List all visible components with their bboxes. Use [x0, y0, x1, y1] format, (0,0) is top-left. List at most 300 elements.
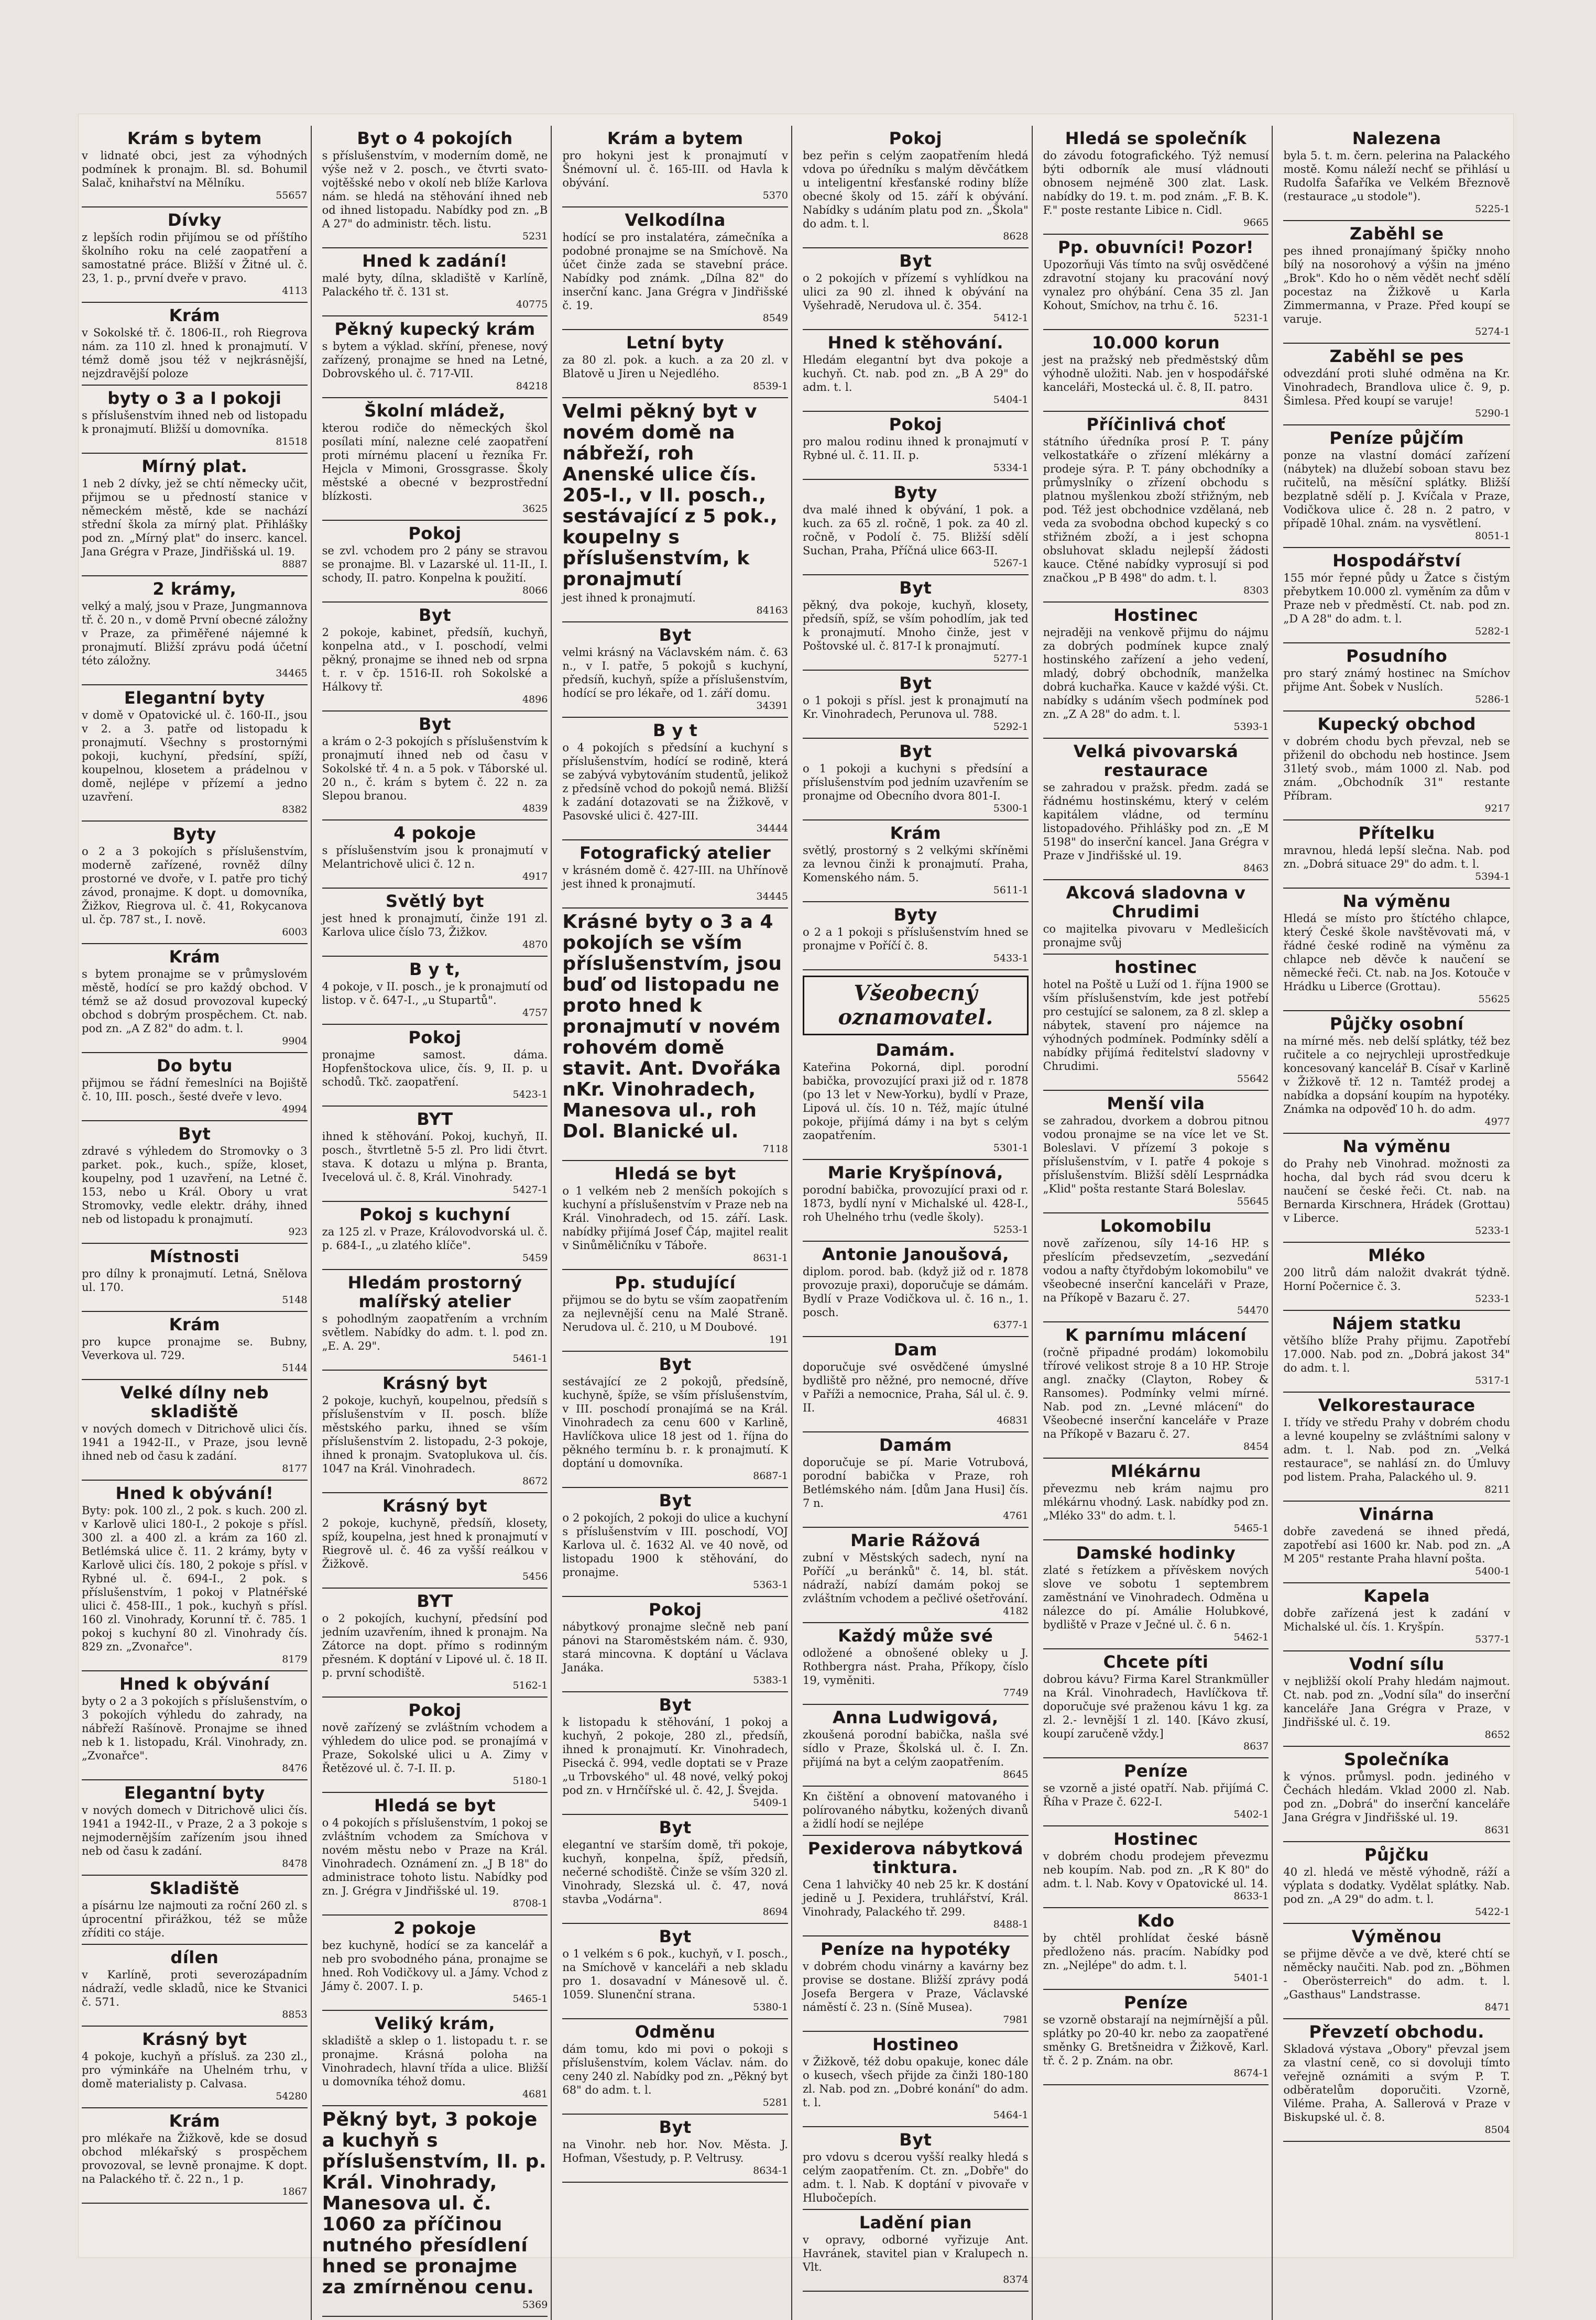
- ad-number: 5274-1: [1475, 326, 1510, 337]
- ad-body: pronajme samost. dáma. Hopfenštockova ulice, čís. 9, II. p. u schodů. Tkč. zaopatření.: [322, 1048, 548, 1088]
- ad-heading: Pěkný byt, 3 pokoje a kuchyň s příslušenstvím, II. p. Král. Vinohrady, Manesova ul. č. 1060 za příčinou nutného přesídlení hned se pronajme za zmírněnou cenu.: [322, 2109, 546, 2298]
- ad-heading: Nalezena: [1352, 128, 1441, 148]
- classified-ad: [1283, 129, 1510, 216]
- ad-number: 9665: [1243, 217, 1269, 228]
- classified-ad: [322, 824, 548, 883]
- ad-body: hodící se pro instalatéra, zámečníka a podobné pronajme se na Smíchově. Na účet činže zada se stavební práce. Nabídky pod známk. „Dílna 82" do inserční kanc. Jana Grégra v Jindřišské č. 19.: [562, 231, 788, 312]
- ad-divider: [803, 969, 1029, 970]
- classified-ad: [1283, 1014, 1510, 1129]
- ad-divider: [1283, 1501, 1510, 1502]
- classified-ad: [322, 1205, 548, 1265]
- ad-heading: Damám.: [876, 1040, 956, 1060]
- classified-ad: [82, 389, 308, 448]
- ad-number: 5394-1: [1475, 871, 1510, 882]
- classified-ad: [803, 905, 1029, 965]
- ad-body: pro dílny k pronajmutí. Letná, Snělova ul. 170.: [82, 1267, 308, 1294]
- ad-divider: [1043, 1321, 1269, 1322]
- classified-ad: [1283, 1137, 1510, 1238]
- classified-ad: [1043, 1911, 1269, 1985]
- ad-body: v Karlíně, proti severozápadním nádraží, vedle skladů, nice ke Stvanici č. 571.: [82, 1968, 308, 2008]
- ad-number: 5317-1: [1475, 1375, 1510, 1386]
- ad-heading: Pokoj: [649, 1600, 702, 1619]
- ad-heading: Hospodářství: [1332, 551, 1461, 571]
- ad-heading: BYT: [417, 1591, 453, 1611]
- ad-divider: [82, 206, 308, 207]
- ad-body: se vzorně obstarají na nejmírnější a půl. splátky po 20-40 kr. nebo za zaopatřené směnky G. Bretšneidra v Žižkově, Karl. tř. č. 2 p. Znám. na obr.: [1043, 2013, 1269, 2067]
- ad-body: pro malou rodinu ihned k pronajmutí v Rybné ul. č. 11. II. p.: [802, 435, 1029, 462]
- ad-body: jest na pražský neb předměstský dům výhodně uložiti. Nab. jen v hospodářské kanceláři, Mostecká ul. č. 8, II. patro.: [1043, 354, 1269, 393]
- ad-divider: [1043, 1825, 1269, 1826]
- ad-heading: Příčinlivá choť: [1086, 414, 1226, 434]
- ad-divider: [562, 1487, 788, 1488]
- ad-divider: [322, 1106, 548, 1107]
- ad-number: 5286-1: [1475, 694, 1510, 705]
- ad-body: dobře zavedená se ihned předá, zapotřebí asi 1600 kr. Nab. pod zn. „A M 205" restante Praha hlavní pošta.: [1283, 1525, 1510, 1565]
- ad-body: nejraději na venkově přijmu do nájmu za dobrých podmínek kupce znalý hostinského zařízení a jeho vedení, mladý, dobrý obchodník, manželka dobrá kuchařka. Kauce v každé výši. Ct. nabídky s udáním všech podmínek pod zn. „Z A 28" do adm. t. l.: [1043, 626, 1269, 720]
- classified-ad: [1283, 715, 1510, 815]
- ad-heading: Akcová sladovna v Chrudimi: [1066, 883, 1246, 922]
- classified-ad: [1283, 551, 1510, 638]
- ad-number: 55642: [1237, 1073, 1269, 1085]
- classified-ad: [562, 1273, 788, 1347]
- ad-number: 8674-1: [1233, 2067, 1269, 2079]
- ad-number: 4182: [1003, 1605, 1029, 1617]
- ad-divider: [1283, 343, 1510, 344]
- ad-divider: [1283, 424, 1510, 425]
- ad-body: převezmu neb krám najmu pro mlékárnu vhodný. Lask. nabídky pod zn. „Mléko 33" do adm. t. l.: [1043, 1482, 1269, 1522]
- ad-body: 2 pokoje, kabinet, předsíň, kuchyň, konpelna atd., v I. poschodí, velmi pěkný, pronajme se ihned neb od srpna t. r. v čp. 1516-II. roh Sokolské a Hálkovy tř.: [322, 626, 548, 693]
- ad-number: 5422-1: [1475, 1906, 1510, 1918]
- ad-body: v dobrém chodu prodejem převezmu neb koupím. Nab. pod zn. „R K 80" do adm. t. l. Nab. Kovy v Opatovické ul. 14.: [1043, 1850, 1269, 1890]
- ad-number: 8211: [1484, 1484, 1510, 1495]
- ad-divider: [562, 329, 788, 330]
- ad-body: do Prahy neb Vinohrad. možnosti za hocha, dal bych rád svou dceru k naučení se české řeči. Ct. nab. na Bernarda Kirschnera, Hrádek (Grottau) v Liberce.: [1283, 1157, 1510, 1224]
- ad-divider: [562, 621, 788, 622]
- classified-ad: [803, 129, 1029, 243]
- ad-divider: [562, 206, 788, 207]
- ad-number: 5409-1: [753, 1797, 788, 1809]
- ad-number: 8471: [1484, 2001, 1510, 2013]
- ad-heading: Dívky: [167, 210, 222, 230]
- ad-body: zdravé s výhledem do Stromovky o 3 parket. pok., kuch., spíže, kloset, koupelny, pod 1 uzavření, na Letné č. 153, nebo u Král. Obory u vrat Stromovky, vedle elektr. dráhy, ihned neb od listopadu k pronajmutí.: [82, 1145, 308, 1225]
- ad-heading: Krám s bytem: [127, 128, 262, 148]
- ad-body: mravnou, hledá lepší slečna. Nab. pod zn. „Dobrá situace 29" do adm. t. l.: [1283, 844, 1510, 870]
- ad-heading: Hned k zadání!: [362, 251, 508, 271]
- classified-ad: [82, 306, 308, 380]
- classified-ad: [1283, 2022, 1510, 2137]
- ad-number: 8454: [1243, 1441, 1269, 1452]
- classified-ad: [1283, 1246, 1510, 1306]
- ad-heading: Pexiderova nábytková tinktura.: [807, 1839, 1023, 1877]
- ad-divider: [1283, 1392, 1510, 1393]
- ad-number: 5380-1: [753, 2001, 788, 2013]
- classified-ad: [1043, 415, 1269, 597]
- classified-ad: [82, 457, 308, 571]
- classified-ad: [322, 401, 548, 516]
- ad-divider: [322, 397, 548, 398]
- ad-heading: Hned k obývání: [119, 1674, 270, 1694]
- classified-ad: [322, 1701, 548, 1788]
- ad-body: 40 zl. hledá ve městě výhodně, ráží a výplata s dodatky. Vydělat splátky. Nab. pod zn. „A 29" do adm. t. l.: [1283, 1866, 1510, 1906]
- ad-divider: [322, 1492, 548, 1493]
- ad-body: v dobrém chodu bych převzal, neb se přiženil do obchodu neb hostince. Jsem 31letý svob., mám 1000 zl. Nab. pod znám. „Obchodník 31" restante Příbram.: [1283, 735, 1510, 802]
- ad-number: 5162-1: [512, 1680, 548, 1691]
- ad-divider: [322, 601, 548, 603]
- ad-number: 4994: [282, 1103, 308, 1115]
- ad-number: 3625: [522, 503, 548, 515]
- ad-heading: Světlý byt: [386, 891, 484, 911]
- ad-number: 5301-1: [993, 1142, 1029, 1154]
- classified-ad: [1043, 1830, 1269, 1903]
- ad-heading: Antonie Janoušová,: [822, 1244, 1009, 1264]
- classified-ad: [1043, 742, 1269, 875]
- ad-number: 5462-1: [1233, 1632, 1269, 1643]
- ad-heading: Byt: [659, 1695, 692, 1715]
- ad-divider: [562, 397, 788, 398]
- ad-divider: [1043, 1539, 1269, 1540]
- ad-divider: [1043, 411, 1269, 412]
- classified-ad: [1283, 1655, 1510, 1742]
- ad-number: 8645: [1003, 1769, 1029, 1780]
- ad-number: 8853: [282, 2009, 308, 2020]
- ad-number: 923: [288, 1226, 308, 1238]
- ad-heading: Skladiště: [149, 1878, 239, 1898]
- ad-heading: Krám: [169, 2111, 221, 2131]
- ad-number: 8504: [1484, 2124, 1510, 2136]
- ad-heading: Odměnu: [635, 2022, 716, 2042]
- ad-divider: [1283, 1242, 1510, 1243]
- classified-ad: [322, 251, 548, 311]
- ad-number: 54280: [276, 2091, 308, 2102]
- ad-heading: Byt: [418, 605, 452, 625]
- ad-number: 5370: [762, 190, 788, 201]
- classified-ad: [562, 1491, 788, 1592]
- classified-ad: [322, 2014, 548, 2101]
- ad-number: 4870: [522, 939, 548, 950]
- classified-ad: [82, 2030, 308, 2103]
- classified-ad: [322, 1273, 548, 1365]
- ad-divider: [803, 1336, 1029, 1337]
- ad-divider: [1043, 738, 1269, 739]
- ad-body: dva malé ihned k obývání, 1 pok. a kuch. za 65 zl. ročně, 1 pok. za 40 zl. ročně, v Podolí č. 75. Bližší sdělí Suchan, Praha, Příčná ulice 663-II.: [802, 504, 1029, 557]
- ad-heading: Velké dílny neb skladiště: [120, 1383, 269, 1421]
- ad-number: 5233-1: [1475, 1225, 1510, 1236]
- ad-divider: [82, 1311, 308, 1312]
- classified-ad: [803, 1245, 1029, 1332]
- column-3: [559, 126, 792, 2320]
- ad-heading: Zaběhl se pes: [1329, 346, 1464, 366]
- ad-number: 8687-1: [753, 1470, 788, 1482]
- ad-number: 8488-1: [993, 1919, 1029, 1930]
- ad-number: 5144: [282, 1362, 308, 1374]
- classified-ad: [562, 844, 788, 903]
- ad-body: 4 pokoje, kuchyň a přísluš. za 230 zl., pro výminkáře na Uhelném trhu, v domě materialisty p. Calvasa.: [82, 2050, 308, 2090]
- ad-body: 2 pokoje, kuchyň, koupelnou, předsíň s příslušenstvím v II. posch. blíže městského parku, ihned se vším příslušenstvím 2. listopadu, 2-3 pokoje, ihned k pronajm. Svatoplukova ul. čís. 1047 na Král. Vinohradech.: [322, 1394, 548, 1475]
- ad-heading: Nájem statku: [1332, 1314, 1462, 1333]
- classified-ad: [1043, 1217, 1269, 1317]
- ad-body: pro mlékaře na Žižkově, kde se dosud obchod mlékařský s prospěchem provozoval, se levně pronajme. K dopt. na Palackého tř. č. 22 n., 1 p.: [82, 2132, 308, 2185]
- classified-ad: [562, 1695, 788, 1810]
- ad-heading: 10.000 korun: [1091, 333, 1220, 353]
- ad-heading: Hledá se byt: [614, 1164, 736, 1184]
- ad-heading: Krásný byt: [382, 1496, 488, 1516]
- classified-ad: [82, 1056, 308, 1116]
- ad-divider: [803, 411, 1029, 412]
- ad-divider: [1283, 888, 1510, 889]
- ad-body: zkoušená porodní babička, našla své sídlo v Praze, Školská ul. č. I. Zn. přijímá na byt a celým zaopatřením.: [802, 1728, 1029, 1768]
- classified-ad: [1043, 1761, 1269, 1821]
- ad-divider: [1043, 329, 1269, 330]
- ad-heading: Byt: [659, 1491, 692, 1511]
- ad-divider: [803, 670, 1029, 671]
- ad-heading: Krám: [890, 823, 942, 843]
- ad-body: porodní babička, provozující praxi od r. 1873, bydlí nyní v Michalské ul. 428-I., roh Uhelného trhu (vedle školy).: [802, 1184, 1029, 1223]
- ad-number: 5225-1: [1475, 203, 1510, 215]
- classified-ad: [82, 947, 308, 1048]
- ad-body: přijmou se do bytu se vším zaopatřením za nejlevnější cenu na Malé Straně. Nerudova ul. č. 210, u M Doubové.: [562, 1294, 788, 1333]
- ad-number: 5401-1: [1233, 1972, 1269, 1984]
- ad-divider: [1043, 601, 1269, 603]
- ad-heading: K parnímu mlácení: [1065, 1325, 1247, 1345]
- ad-divider: [82, 2107, 308, 2108]
- ad-divider: [803, 2291, 1029, 2292]
- ad-heading: Na výměnu: [1342, 891, 1451, 911]
- classified-ad: [322, 1592, 548, 1692]
- classified-ad: [803, 2130, 1029, 2205]
- ad-body: bez kuchyně, hodící se za kancelář a neb pro svobodného pána, pronajme se hned. Roh Vodičkovy ul. a Jámy. Vchod z Jámy č. 2007. I. p.: [322, 1939, 548, 1993]
- ad-heading: Mléko: [1368, 1245, 1426, 1265]
- ad-heading: Velkodílna: [625, 210, 726, 230]
- ad-number: 8631-1: [753, 1252, 788, 1264]
- ad-heading: Elegantní byty: [124, 1783, 265, 1803]
- ad-number: 5267-1: [993, 557, 1029, 569]
- classified-ad: [1043, 129, 1269, 229]
- classified-ad: [322, 715, 548, 815]
- ad-number: 4681: [522, 2088, 548, 2100]
- classified-ad: [562, 2022, 788, 2109]
- ad-body: elegantní ve starším domě, tři pokoje, kuchyň, konpelna, špíž, předsíň, nečerné schodiště. Činže se vším 320 zl. Vinohrady, Slezská ul. č. 47, nová stavba „Vodárna".: [562, 1839, 788, 1906]
- ad-divider: [322, 247, 548, 248]
- ad-body: o 2 pokojích, 2 pokoji do ulice a kuchyní s příslušenstvím v III. poschodí, VOJ Karlova ul. č. 1632 Al. ve 40 nově, od listopadu 1900 k stěhování, do pronajme.: [562, 1512, 788, 1579]
- ad-number: 5461-1: [512, 1353, 548, 1364]
- ad-divider: [322, 1792, 548, 1793]
- ad-body: v dobrém chodu vinárny a kavárny bez provise se dostane. Bližší zprávy podá Josefa Bergera v Praze, Václavské náměstí č. 23 n. (Síně Musea).: [802, 1960, 1029, 2013]
- ad-number: 5292-1: [993, 721, 1029, 732]
- classified-ad: [1283, 1750, 1510, 1837]
- ad-divider: [803, 2126, 1029, 2127]
- ad-divider: [803, 1786, 1029, 1787]
- ad-divider: [82, 575, 308, 576]
- classified-ad: [1283, 824, 1510, 883]
- classified-ad: [803, 2035, 1029, 2122]
- ad-body: malé byty, dílna, skladiště v Karlíně, Palackého tř. č. 131 st.: [322, 272, 548, 298]
- ad-heading: Krásný byt: [382, 1373, 488, 1393]
- ad-body: o 4 pokojích s předsíní a kuchyní s příslušenstvím, hodící se rodině, která se zabývá vybytováním studentů, jelikož z předsíně vchod do pokojů nemá. Bližší k zadání dotazovati se na Žižkově, v Pasovské ulici č. 427-III.: [562, 741, 788, 822]
- ad-number: 4917: [522, 871, 548, 882]
- ad-number: 8887: [282, 559, 308, 570]
- ad-divider: [1283, 220, 1510, 221]
- ad-divider: [1043, 879, 1269, 880]
- ad-divider: [562, 1596, 788, 1597]
- ad-body: 2 pokoje, kuchyně, předsíň, klosety, spíž, koupelna, jest hned k pronajmutí v Riegrově ul. č. 46 za vyšší reálkou v Žižkově.: [322, 1517, 548, 1570]
- ad-body: 4 pokoje, v II. posch., je k pronajmutí od listop. v č. 647-I., „u Stupartů".: [322, 980, 548, 1006]
- ad-divider: [1283, 1010, 1510, 1011]
- ad-divider: [82, 1379, 308, 1380]
- ad-divider: [1043, 1212, 1269, 1213]
- ad-heading: B y t: [652, 720, 698, 740]
- ad-heading: Mlékárnu: [1110, 1461, 1201, 1481]
- ad-heading: Veliký krám,: [374, 2013, 496, 2033]
- ad-heading: Hned k obývání!: [115, 1483, 274, 1503]
- ad-body: jest ihned k pronajmutí.: [562, 592, 696, 604]
- ad-body: se přijme děvče a ve dvě, které chtí se něměcky naučiti. Nab. pod zn. „Böhmen - Oberösterreich" do adm. t. l. „Gasthaus" Landstrasse.: [1283, 1947, 1510, 2001]
- ad-divider: [1283, 2018, 1510, 2019]
- ad-body: o 2 a 1 pokoji s příslušenstvím hned se pronajme v Poříčí č. 8.: [802, 926, 1029, 952]
- ad-divider: [82, 1243, 308, 1244]
- classified-ad: [322, 2109, 548, 2312]
- ad-body: bez peřin s celým zaopatřením hledá vdova po úředníku s malým děvčátkem u inteligentní křesťanské rodiny blíže obecné školy od 15. září k obývání. Nabídky s udáním platu pod zn. „Škola" do adm. t. l.: [802, 149, 1029, 230]
- ad-heading: Kupecký obchod: [1317, 714, 1476, 734]
- ad-heading: Velká pivovarská restaurace: [1073, 741, 1239, 780]
- classified-ad: [803, 742, 1029, 815]
- ad-body: 200 litrů dám naložit dvakrát týdně. Horní Počernice č. 3.: [1283, 1266, 1510, 1293]
- ad-divider: [803, 1835, 1029, 1836]
- ad-body: v lidnaté obci, jest za výhodných podmínek k pronajm. Bl. sd. Bohumil Salač, knihařství na Mělníku.: [82, 149, 308, 189]
- classified-ad: [82, 1879, 308, 1940]
- ad-divider: [562, 1691, 788, 1692]
- ad-body: velký a malý, jsou v Praze, Jungmannova tř. č. 20 n., v domě První obecné záložny v Praze, za přiměřené nájemné k pronajmutí. Bližší zprávu podá účetní této záložny.: [82, 600, 308, 667]
- ad-heading: Půjčky osobní: [1329, 1014, 1464, 1034]
- ad-divider: [803, 574, 1029, 575]
- classified-ad: [562, 1164, 788, 1265]
- classified-ad: [803, 333, 1029, 407]
- classified-ad: [803, 1041, 1029, 1155]
- ad-number: 8694: [762, 1906, 788, 1918]
- ad-heading: Byt o 4 pokojích: [357, 128, 513, 148]
- classified-ad: [1283, 1314, 1510, 1387]
- ad-divider: [322, 710, 548, 712]
- ad-body: v opravy, odborné vyřizuje Ant. Havránek, stavitel pian v Kralupech n. Vlt.: [802, 2234, 1029, 2273]
- ad-divider: [322, 1269, 548, 1270]
- classified-ad: [803, 1940, 1029, 2027]
- ad-number: 5465-1: [1233, 1523, 1269, 1534]
- ad-divider: [1283, 1923, 1510, 1924]
- ad-number: 7749: [1003, 1687, 1029, 1699]
- classified-ad: [562, 1818, 788, 1919]
- classified-ad: [803, 415, 1029, 475]
- ad-divider: [562, 2018, 788, 2019]
- ad-divider: [82, 1052, 308, 1053]
- ad-heading: Byt: [899, 2130, 932, 2150]
- ad-heading: Byty: [172, 824, 217, 844]
- ad-divider: [1283, 1582, 1510, 1583]
- ad-body: Kn čištění a obnovení matovaného i polírovaného nábytku, kožených divanů a židlí hodí se nejlépe: [802, 1790, 1029, 1830]
- ad-divider: [562, 1814, 788, 1815]
- classified-ad: [562, 1355, 788, 1483]
- classified-ad: [322, 1028, 548, 1101]
- ad-number: 84218: [516, 380, 548, 392]
- classified-ad: [803, 674, 1029, 734]
- ad-divider: [322, 888, 548, 889]
- ad-divider: [1043, 1907, 1269, 1908]
- classified-ad: [322, 1919, 548, 2006]
- classified-ad: [322, 1796, 548, 1910]
- ad-number: 8549: [762, 312, 788, 324]
- ad-divider: [803, 819, 1029, 820]
- classified-ad: [1043, 958, 1269, 1086]
- ad-body: na Vinohr. neb hor. Nov. Města. J. Hofman, Všestudy, p. P. Veltrusy.: [562, 2138, 788, 2164]
- classified-ad: [82, 688, 308, 816]
- ad-body: Skladová výstava „Obory" převzal jsem za vlastní ceně, co si dovoluji tímto veřejně oznámiti a svým P. T. odběratelům doporučiti. Vzorně, Viléme. Praha, A. Sallerová v Praze v Biskupské ul. č. 8.: [1283, 2043, 1510, 2124]
- classified-ad: [322, 129, 548, 243]
- ad-divider: [1283, 819, 1510, 820]
- ad-number: 5393-1: [1233, 721, 1269, 732]
- ad-number: 6377-1: [993, 1319, 1029, 1331]
- ad-number: 8463: [1243, 862, 1269, 874]
- ad-heading: BYT: [417, 1109, 453, 1129]
- ad-number: 55645: [1237, 1196, 1269, 1207]
- ad-heading: Letní byty: [626, 333, 725, 353]
- classified-ad: [562, 1600, 788, 1687]
- classified-ad: [82, 1124, 308, 1239]
- ad-heading: Převzetí obchodu.: [1309, 2022, 1484, 2042]
- ad-divider: [322, 520, 548, 521]
- ad-body: o 2 a 3 pokojích s příslušenstvím, moderně zařízené, rovněž dílny prostorné ve dvoře, v I. patře pro tichý závod, pronajme. K dopt. u domovníka, Žižkov, Riegrova ul. č. 41, Rokycanova ul. čp. 787 st., I. nově.: [82, 845, 308, 926]
- classified-ad: [562, 626, 788, 713]
- classified-ad: [322, 1374, 548, 1488]
- ad-number: 34444: [756, 823, 788, 834]
- ad-body: v krásném domě č. 427-III. na Uhřínově jest ihned k pronajmutí.: [562, 864, 788, 890]
- ad-body: většího blíže Prahy přijmu. Zapotřebí 17.000. Nab. pod zn. „Dobrá jakost 34" do adm. t. l.: [1283, 1334, 1510, 1374]
- ad-number: 5400-1: [1475, 1566, 1510, 1577]
- ad-heading: Krám: [169, 947, 221, 967]
- ad-number: 4761: [1003, 1510, 1029, 1522]
- ad-divider: [562, 2182, 788, 2183]
- ad-divider: [562, 907, 788, 909]
- classified-ad: [1043, 606, 1269, 734]
- ad-divider: [82, 453, 308, 454]
- ad-heading: hostinec: [1114, 957, 1197, 977]
- boxed-heading-line: Všeobecný: [854, 981, 978, 1005]
- ad-number: 8672: [522, 1475, 548, 1487]
- classified-ad: [1043, 1326, 1269, 1453]
- ad-body: pro vdovu s dcerou vyšší realky hledá s celým zaopatřením. Ct. zn. „Dobře" do adm. t. l. Nab. K doptání v pivovaře v Hlubočepích.: [802, 2151, 1029, 2204]
- classified-ad: [1043, 1993, 1269, 2080]
- classified-ad: [1043, 1653, 1269, 1753]
- classified-ad: [1283, 1396, 1510, 1496]
- ad-heading: Damské hodinky: [1076, 1543, 1236, 1563]
- ad-number: 84163: [756, 605, 788, 616]
- ad-number: 5290-1: [1475, 408, 1510, 419]
- ad-body: byty o 2 a 3 pokojích s příslušenstvím, o 3 pokojích výhledu do zahrady, na nábřeží Rašínově. Pronajme se ihned neb k 1. listopadu, Král. Vinohrady, zn. „Zvonařce".: [82, 1695, 308, 1762]
- ad-body: do závodu fotografického. Týž nemusí býti odborník ale musí vládnouti obnosem nejméně 300 zlat. Lask. nabídky do 19. t. m. pod znám. „F. B. K. F." poste restante Libice n. Cidl.: [1043, 149, 1269, 216]
- ad-heading: Zaběhl se: [1349, 224, 1444, 244]
- ad-body: se zahradou, dvorkem a dobrou pitnou vodou pronajme se na více let ve St. Boleslavi. V přízemí 3 pokoje s příslušenstvím, v I. patře 4 pokoje s příslušenstvím. Bližší sdělí Lesprnádka „Klid" pošta restante Stará Boleslav.: [1043, 1114, 1269, 1195]
- ad-heading: Společníka: [1344, 1749, 1450, 1769]
- ad-heading: Krásný byt: [142, 2029, 247, 2049]
- ad-number: 9217: [1484, 803, 1510, 814]
- classified-ad: [322, 524, 548, 597]
- ad-body: o 1 velkém neb 2 menších pokojích s kuchyní a příslušenstvím v Praze neb na Král. Vinohradech, od 15. září. Lask. nabídky přijímá Josef Čáp, majitel realit v Sinůměličníku v Táboře.: [562, 1185, 788, 1252]
- ad-body: diplom. porod. bab. (když již od r. 1878 provozuje praxi), doporučuje se dámám. Bydlí v Praze Vodičkova ul. č. 16 n., 1. posch.: [802, 1265, 1029, 1319]
- ad-body: pro hokyni jest k pronajmutí v Šnémovní ul. č. 165-III. od Havla k obývání.: [562, 149, 788, 189]
- ad-body: Byty: pok. 100 zl., 2 pok. s kuch. 200 zl. v Karlově ulici 180-I., 2 pokoje s přísl. 300 zl. a 400 zl. a krám za 160 zl. Betlémská ulice č. 11. 2 krámy, byty v Karlově ulici čís. 180, 2 pokoje s přísl. v Rybné ul. č. 694-I., 2 pok. s příslušenstvím, 1 pokoj v Platnéřské ulici č. 458-III., 1 pok., kuchyň s přísl. 160 zl. Vinohrady, Korunní tř. č. 785. 1 pokoj s kuchyní 80 zl. Vinohrady čís. 829 zn. „Zvonařce".: [82, 1504, 308, 1653]
- ad-body: státního úředníka prosí P. T. pány velkostatkáře o zřízení mlékárny a prodeje sýra. P. T. pány obchodníky a průmyslníky o zřízení obchodu s platnou myšlenkou zboží střižným, neb pod. Též jest obchodnice vzdělaná, neb veda za svobodna obchod kupecký s co střižném zboží, a i jest schopna obsluhovat skladu nejlepší žádosti kauce. Ctěné nabídky vyprosují si pod značkou „P B 498" do adm. t. l.: [1043, 435, 1269, 584]
- ad-heading: Do bytu: [156, 1056, 233, 1076]
- ad-heading: Fotografický atelier: [580, 843, 771, 863]
- ad-heading: Dam: [893, 1340, 937, 1360]
- ad-heading: Chcete píti: [1103, 1652, 1209, 1672]
